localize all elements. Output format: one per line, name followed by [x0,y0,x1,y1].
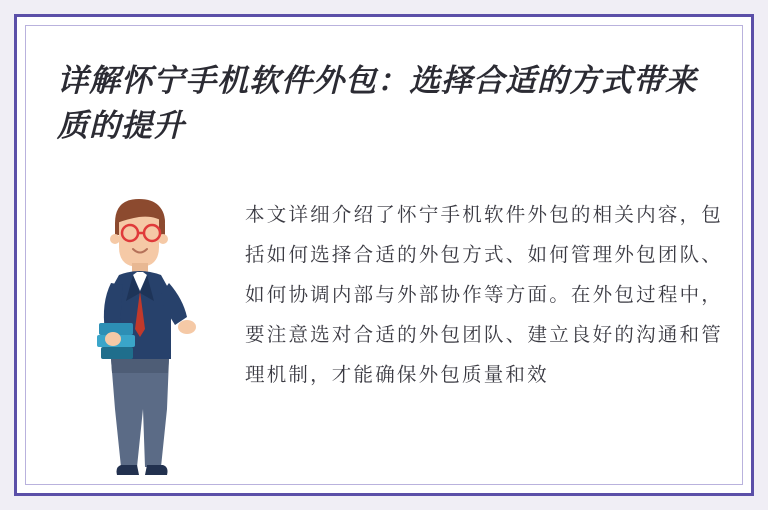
article-summary: 本文详细介绍了怀宁手机软件外包的相关内容，包括如何选择合适的外包方式、如何管理外包团队、如何协调内部与外部协作等方面。在外包过程中，要注意选对合适的外包团队、建立良好的沟通和管理机制，才能确保外包质量和效 [245,203,723,386]
article-card [14,14,754,496]
businessman-with-books-illustration [77,187,227,497]
page-title: 详解怀宁手机软件外包：选择合适的方式带来质的提升 [57,63,697,144]
